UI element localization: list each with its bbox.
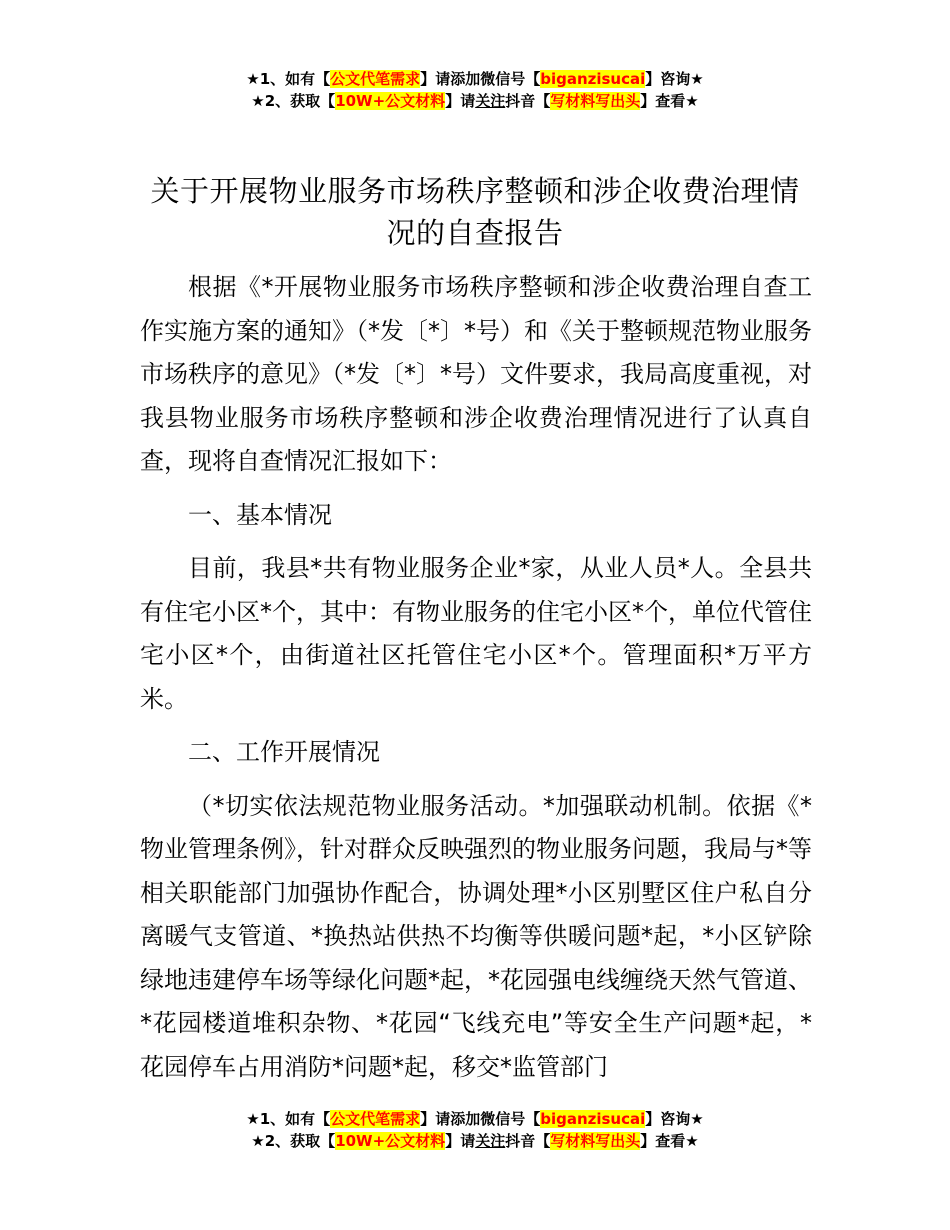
underlined-follow: 关注 — [475, 1132, 506, 1150]
banner-text: 】请添加微信号【 — [420, 70, 541, 88]
paragraph-basic-info: 目前，我县*共有物业服务企业*家，从业人员*人。全县共有住宅小区*个，其中：有物业服务的住宅小区*个，单位代管住宅小区*个，由街道社区托管住宅小区*个。管理面积*万平方米。 — [140, 554, 812, 713]
banner-line-2 — [0, 90, 950, 112]
banner-text: 抖音【 — [505, 1132, 551, 1150]
underlined-follow: 关注 — [475, 92, 506, 110]
paragraph-work-details: （*切实依法规范物业服务活动。*加强联动机制。依据《*物业管理条例》，针对群众反映强烈的物业服务问题，我局与*等相关职能部门加强协作配合，协调处理*小区别墅区住户私自分离暖气支管道、*换热站供热不均衡等供暖问题*起，*小区铲除绿地违建停车场等绿化问题*起，*花园强电线缠绕天然气管道、*花园楼道堆积杂物、*花园“飞线充电”等安全生产问题*起，*花园停车占用消防*问题*起，移交*监管部门 — [140, 791, 812, 1081]
highlight-wechat-id: biganzisucai — [540, 1110, 646, 1128]
banner-text: 】请添加微信号【 — [420, 1110, 541, 1128]
banner-line-1 — [0, 68, 950, 90]
highlight-wechat-id: biganzisucai — [540, 70, 646, 88]
banner-line-1 — [0, 1108, 950, 1130]
top-banner — [0, 68, 950, 112]
banner-text: ★1、如有【 — [246, 1110, 331, 1128]
section-heading-basic: 一、基本情况 — [188, 500, 332, 529]
document-body — [140, 266, 812, 1089]
banner-text: 抖音【 — [505, 92, 551, 110]
section-heading-work: 二、工作开展情况 — [188, 738, 380, 766]
banner-text: 】咨询★ — [645, 1110, 704, 1128]
banner-text: 】请 — [445, 92, 476, 110]
banner-text: ★2、获取【 — [251, 92, 336, 110]
highlight-ghostwriting: 公文代笔需求 — [330, 1110, 421, 1128]
highlight-materials: 10W+公文材料 — [335, 92, 446, 110]
banner-text: 】请 — [445, 1132, 476, 1150]
highlight-materials: 10W+公文材料 — [335, 1132, 446, 1150]
highlight-douyin-account: 写材料写出头 — [550, 1132, 641, 1150]
banner-text: ★1、如有【 — [246, 70, 331, 88]
banner-text: 】查看★ — [640, 92, 699, 110]
highlight-douyin-account: 写材料写出头 — [550, 92, 641, 110]
highlight-ghostwriting: 公文代笔需求 — [330, 70, 421, 88]
paragraph-intro: 根据《*开展物业服务市场秩序整顿和涉企收费治理自查工作实施方案的通知》（*发〔*〕*号）和《关于整顿规范物业服务市场秩序的意见》（*发〔*〕*号）文件要求，我局高度重视，对我县物业服务市场秩序整顿和涉企收费治理情况进行了认真自查，现将自查情况汇报如下： — [140, 273, 812, 475]
banner-text: ★2、获取【 — [251, 1132, 336, 1150]
banner-line-2 — [0, 1130, 950, 1152]
banner-text: 】咨询★ — [645, 70, 704, 88]
banner-text: 】查看★ — [640, 1132, 699, 1150]
bottom-banner — [0, 1108, 950, 1152]
document-title: 关于开展物业服务市场秩序整顿和涉企收费治理情况的自查报告 — [150, 174, 800, 250]
